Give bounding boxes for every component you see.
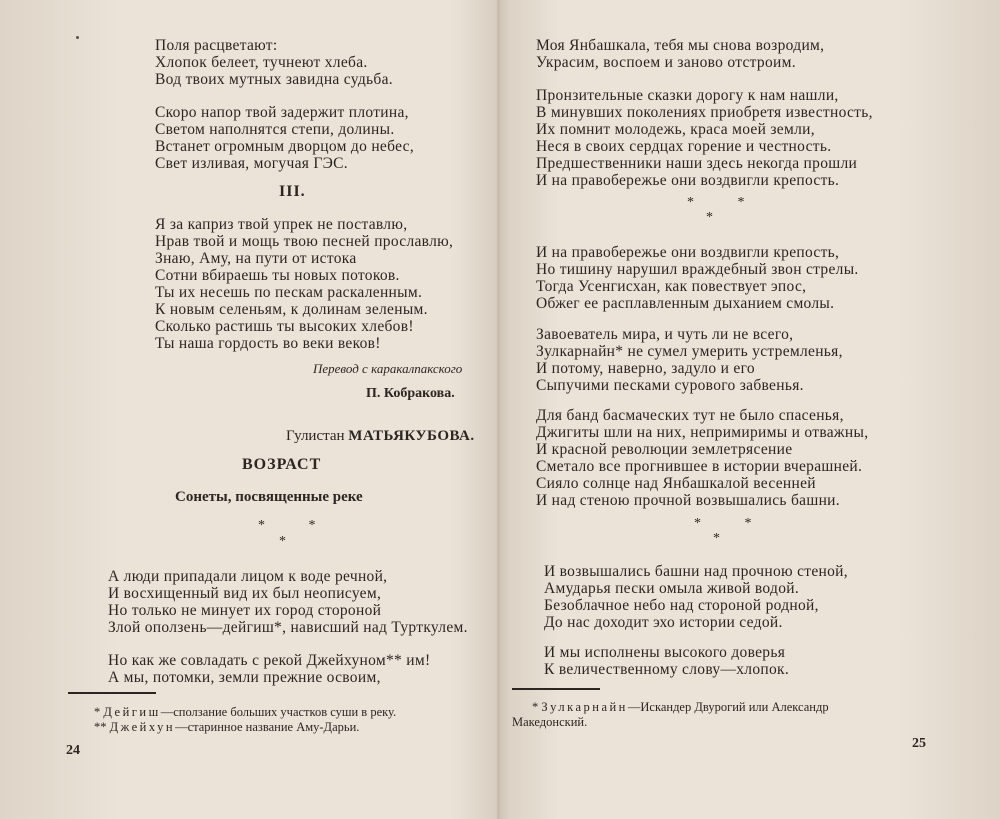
- right-page: [500, 0, 1000, 819]
- author-first-name: Гулистан: [286, 428, 345, 444]
- footnote-mark: *: [94, 705, 101, 719]
- verse-line: Тогда Усенгисхан, как повествует эпос,: [536, 278, 807, 295]
- translator-name: П. Кобракова.: [366, 386, 455, 401]
- footnote-text: —Искандер Двурогий или Александр: [627, 700, 829, 714]
- footnote-zulkarnain: [532, 700, 829, 715]
- footnote-deigish: [94, 705, 396, 720]
- verse-line: Пронзительные сказки дорогу к нам нашли,: [536, 87, 839, 104]
- verse-line: Завоеватель мира, и чуть ли не всего,: [536, 326, 794, 343]
- verse-line: Знаю, Аму, на пути от истока: [155, 250, 357, 267]
- verse-line: Ты их несешь по пескам раскаленным.: [155, 284, 423, 301]
- footnote-term: Дейгиш: [103, 705, 161, 719]
- verse-line: Светом наполнятся степи, долины.: [155, 121, 395, 138]
- right-stanza-3: [536, 244, 859, 312]
- poem-author: [286, 428, 475, 445]
- verse-line: Свет изливая, могучая ГЭС.: [155, 155, 348, 172]
- right-stanza-1: [536, 37, 824, 71]
- verse-line: И потому, наверно, задуло и его: [536, 360, 755, 377]
- footnote-mark: **: [94, 720, 107, 734]
- verse-line: Сыпучими песками сурового забвенья.: [536, 377, 804, 394]
- footnote-rule: [68, 692, 156, 694]
- ornament-stars: * *: [694, 516, 772, 531]
- verse-line: К величественному слову—хлопок.: [544, 661, 790, 678]
- right-stanza-5: [536, 407, 868, 509]
- footnote-term: Зулкарнайн: [541, 700, 628, 714]
- verse-line: В минувших поколениях приобретя известность,: [536, 104, 873, 121]
- verse-line: И красной революции землетрясение: [536, 441, 793, 458]
- ornament-stars: * *: [258, 518, 336, 533]
- verse-line: Амударья пески омыла живой водой.: [544, 580, 800, 597]
- footnote-zulkarnain-line2: Македонский.: [512, 715, 588, 729]
- verse-line: Безоблачное небо над стороной родной,: [544, 597, 819, 614]
- verse-line: И на правобережье они воздвигли крепость,: [536, 244, 840, 261]
- verse-line: Сметало все прогнившее в истории вчерашней.: [536, 458, 863, 475]
- verse-line: К новым селеньям, к долинам зеленым.: [155, 301, 428, 318]
- verse-line: Нрав твой и мощь твою песней прославлю,: [155, 233, 454, 250]
- left-stanza-2: [155, 104, 414, 172]
- verse-line: Зулкарнайн* не сумел умерить устремленья,: [536, 343, 843, 360]
- verse-line: До нас доходит эхо истории седой.: [544, 614, 783, 631]
- verse-line: Обжег ее расплавленным дыханием смолы.: [536, 295, 835, 312]
- section-number: III.: [279, 183, 306, 200]
- verse-line: А мы, потомки, земли прежние освоим,: [108, 669, 381, 686]
- left-stanza-1: [155, 37, 393, 88]
- verse-line: Но тишину нарушил враждебный звон стрелы.: [536, 261, 859, 278]
- verse-line: И восхищенный вид их был неописуем,: [108, 585, 382, 602]
- verse-line: Ты наша гордость во веки веков!: [155, 335, 381, 352]
- verse-line: Хлопок белеет, тучнеют хлеба.: [155, 54, 368, 71]
- ornament-stars: * *: [687, 195, 765, 210]
- footnote-mark: *: [532, 700, 539, 714]
- verse-line: Но как же совладать с рекой Джейхуном** им!: [108, 652, 431, 669]
- poem-subtitle: Сонеты, посвященные реке: [175, 489, 363, 505]
- verse-line: А люди припадали лицом к воде речной,: [108, 568, 388, 585]
- ornament-star: *: [713, 531, 720, 546]
- left-page: [0, 0, 497, 819]
- verse-line: Джигиты шли на них, непримиримы и отважны,: [536, 424, 869, 441]
- verse-line: Поля расцветают:: [155, 37, 278, 54]
- verse-line: Сотни вбираешь ты новых потоков.: [155, 267, 400, 284]
- verse-line: Скоро напор твой задержит плотина,: [155, 104, 409, 121]
- verse-line: Неся в своих сердцах горение и честность.: [536, 138, 832, 155]
- translation-credit-label: Перевод с каракалпакского: [313, 361, 463, 376]
- verse-line: И над стеною прочной возвышались башни.: [536, 492, 840, 509]
- footnote-term: Джейхун: [109, 720, 176, 734]
- verse-line: Сколько растишь ты высоких хлебов!: [155, 318, 414, 335]
- footnote-text: —сползание больших участков суши в реку.: [160, 705, 397, 719]
- verse-line: И возвышались башни над прочною стеной,: [544, 563, 848, 580]
- left-stanza-4: [108, 568, 468, 636]
- verse-line: Моя Янбашкала, тебя мы снова возродим,: [536, 37, 825, 54]
- verse-line: И мы исполнены высокого доверья: [544, 644, 786, 661]
- ornament-star: *: [279, 534, 286, 549]
- footnote-rule: [512, 688, 600, 690]
- verse-line: Сияло солнце над Янбашкалой весенней: [536, 475, 816, 492]
- verse-line: Я за каприз твой упрек не поставлю,: [155, 216, 408, 233]
- right-stanza-6: [544, 563, 848, 631]
- verse-line: Встанет огромным дворцом до небес,: [155, 138, 415, 155]
- page-number: 25: [912, 736, 926, 751]
- right-stanza-2: [536, 87, 873, 189]
- verse-line: Их помнит молодежь, краса моей земли,: [536, 121, 815, 138]
- verse-line: И на правобережье они воздвигли крепость.: [536, 172, 840, 189]
- verse-line: Злой оползень—дейгиш*, нависший над Турткулем.: [108, 619, 468, 636]
- verse-line: Вод твоих мутных завидна судьба.: [155, 71, 393, 88]
- right-stanza-7: [544, 644, 789, 678]
- verse-line: Но только не минует их город стороной: [108, 602, 382, 619]
- footnote-text: —старинное название Аму-Дарьи.: [175, 720, 360, 734]
- ornament-star: *: [706, 210, 713, 225]
- print-speck: [76, 36, 79, 39]
- verse-line: Украсим, воспоем и заново отстроим.: [536, 54, 796, 71]
- author-last-name: МАТЬЯКУБОВА.: [348, 428, 475, 444]
- right-stanza-4: [536, 326, 843, 394]
- poem-title: ВОЗРАСТ: [242, 456, 322, 473]
- verse-line: Для банд басмаческих тут не было спасенья,: [536, 407, 844, 424]
- left-stanza-5: [108, 652, 430, 686]
- footnote-jeyhun: [94, 720, 359, 735]
- left-stanza-3: [155, 216, 453, 352]
- verse-line: Предшественники наши здесь некогда прошли: [536, 155, 858, 172]
- page-number: 24: [66, 743, 80, 758]
